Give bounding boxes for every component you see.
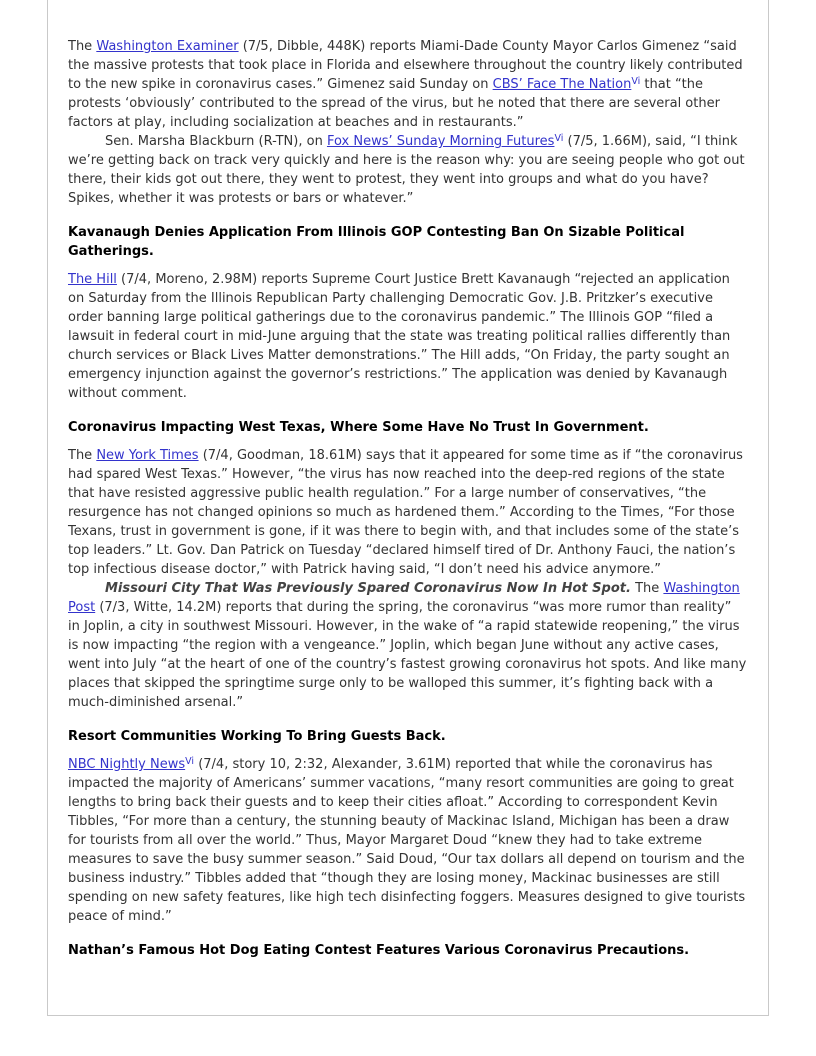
paragraph-text: (7/4, story 10, 2:32, Alexander, 3.61M) reported that while the coronavirus has impacted the majority of Americans’ summer vacations, “many resort communities are going to great lengths to bring back their guests and to keep their cities afloat.” According to correspondent Kevin Tibbles, “For more than a century, the stunning beauty of Mackinac Island, Michigan has been a draw for tourists from all over the world.” Thus, Mayor Margaret Doud “knew they had to take extreme measures to save the busy summer season.” Said Doud, “Our tax dollars all depend on tourism and the business industry.” Tibbles added that “though they are losing money, Mackinac businesses are still spending on new safety features, like high tech disinfecting foggers. Measures designed to give tourists peace of mind.”	[68, 757, 746, 924]
source-link-nbc-nightly-news[interactable]: NBC Nightly News	[68, 757, 186, 772]
paragraph-text: that “the protests ‘obviously’ contributed to the spread of the virus, but he noted that there are several other factors at play, including socialization at beaches and in restaurants.”	[68, 77, 720, 130]
subsection-lead-missouri: Missouri City That Was Previously Spared Coronavirus Now In Hot Spot.	[105, 581, 631, 596]
news-paragraph-gimenez	[68, 37, 747, 132]
paragraph-text: The	[68, 39, 97, 54]
section-heading-kavanaugh: Kavanaugh Denies Application From Illinois GOP Contesting Ban On Sizable Political Gatherings.	[68, 225, 685, 259]
source-link-new-york-times[interactable]: New York Times	[96, 448, 199, 463]
video-link-indicator[interactable]: Vi	[554, 133, 564, 144]
document-page	[47, 0, 769, 1016]
news-paragraph-resort	[68, 755, 747, 926]
source-link-washington-examiner[interactable]: Washington Examiner	[96, 39, 239, 54]
source-link-washington-post[interactable]: Washington Post	[68, 581, 740, 615]
news-paragraph-blackburn	[68, 132, 747, 208]
news-paragraph-missouri	[68, 579, 747, 712]
news-paragraph-kavanaugh	[68, 270, 747, 403]
paragraph-text: (7/5, 1.66M), said, “I think we’re getting back on track very quickly and here is the reason why: you are seeing people who got out there, their kids got out there, they went to protest, they went into groups and what do you have? Spikes, whether it was protests or bars or whatever.”	[68, 134, 745, 206]
document-content	[48, 0, 768, 960]
paragraph-text: Sen. Marsha Blackburn (R-TN), on	[105, 134, 327, 149]
news-paragraph-west-texas	[68, 446, 747, 579]
paragraph-text: The	[630, 581, 664, 596]
paragraph-text: The	[68, 448, 97, 463]
paragraph-text: (7/3, Witte, 14.2M) reports that during the spring, the coronavirus “was more rumor than reality” in Joplin, a city in southwest Missouri. However, in the wake of “a rapid statewide reopening,” the virus is now impacting “the region with a vengeance.” Joplin, which began June without any active cases, went into July “at the heart of one of the country’s fastest growing coronavirus hot spots. And like many places that skipped the springtime surge only to be walloped this summer, it’s fighting back with a much-diminished arsenal.”	[68, 600, 747, 710]
section-heading-west-texas: Coronavirus Impacting West Texas, Where Some Have No Trust In Government.	[68, 420, 649, 435]
paragraph-text: (7/4, Goodman, 18.61M) says that it appeared for some time as if “the coronavirus had spared West Texas.” However, “the virus has now reached into the deep-red regions of the state that have resisted aggressive public health regulation.” For a large number of conservatives, “the resurgence has not changed opinions so much as hardened them.” According to the Times, “For those Texans, trust in government is gone, if it was there to begin with, and that includes some of the state’s top leaders.” Lt. Gov. Dan Patrick on Tuesday “declared himself tired of Dr. Anthony Fauci, the nation’s top infectious disease doctor,” with Patrick having said, “I don’t need his advice anymore.”	[68, 448, 743, 577]
source-link-cbs-face-the-nation[interactable]: CBS’ Face The Nation	[492, 77, 632, 92]
source-link-the-hill[interactable]: The Hill	[68, 272, 117, 287]
section-heading-nathans-contest: Nathan’s Famous Hot Dog Eating Contest Features Various Coronavirus Precautions.	[68, 943, 690, 958]
video-link-indicator[interactable]: Vi	[185, 756, 195, 767]
source-link-fox-news-sunday-morning-futures[interactable]: Fox News’ Sunday Morning Futures	[326, 134, 555, 149]
paragraph-text: (7/5, Dibble, 448K) reports Miami-Dade County Mayor Carlos Gimenez “said the massive protests that took place in Florida and elsewhere throughout the country likely contributed to the new spike in coronavirus cases.” Gimenez said Sunday on	[68, 39, 743, 92]
section-heading-resort-communities: Resort Communities Working To Bring Guests Back.	[68, 729, 446, 744]
paragraph-text: (7/4, Moreno, 2.98M) reports Supreme Court Justice Brett Kavanaugh “rejected an application on Saturday from the Illinois Republican Party challenging Democratic Gov. J.B. Pritzker’s executive order banning large political gatherings due to the coronavirus pandemic.” The Illinois GOP “filed a lawsuit in federal court in mid-June arguing that the state was treating political rallies differently than church services or Black Lives Matter demonstrations.” The Hill adds, “On Friday, the party sought an emergency injunction against the governor’s restrictions.” The application was denied by Kavanaugh without comment.	[68, 272, 731, 401]
video-link-indicator[interactable]: Vi	[631, 76, 641, 87]
